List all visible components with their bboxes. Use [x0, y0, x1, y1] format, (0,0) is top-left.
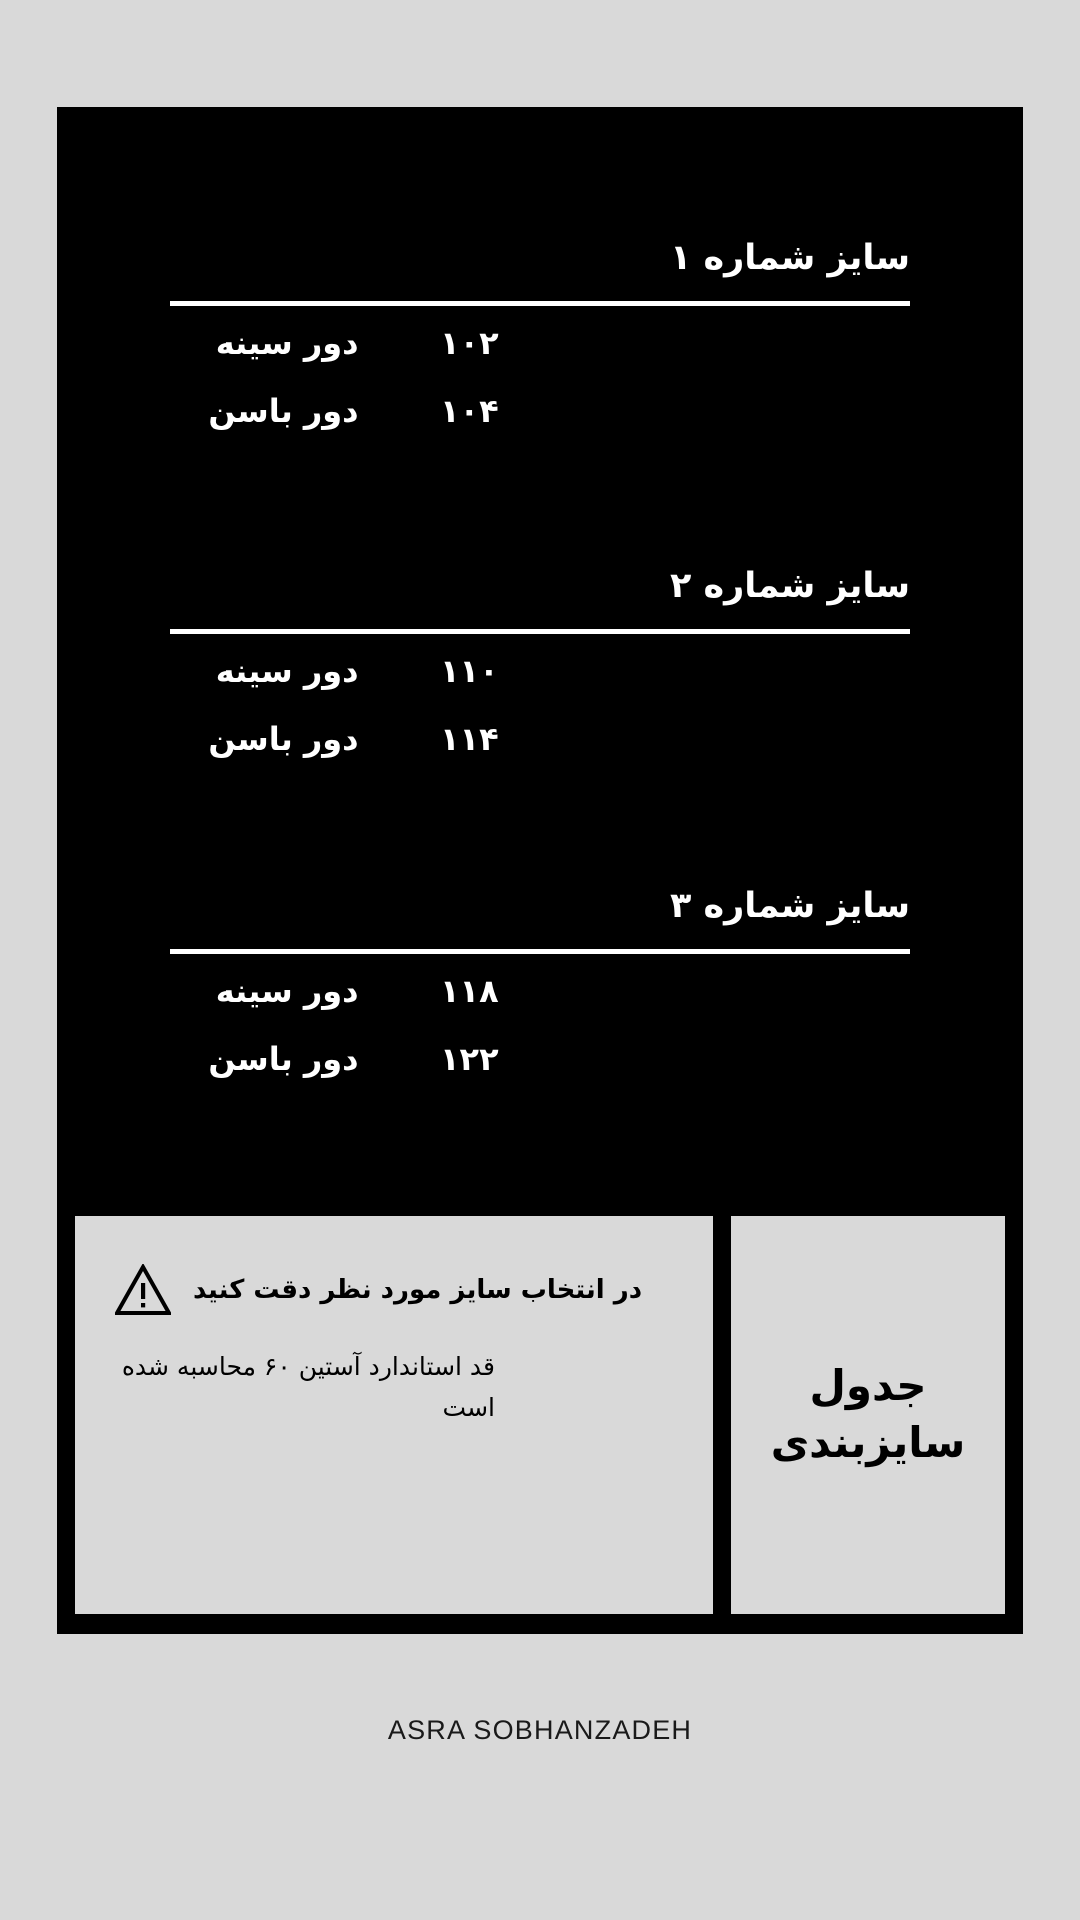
page-title — [771, 1358, 966, 1471]
row-value: ۱۱۰ — [440, 652, 499, 690]
size-group-1-rows — [170, 324, 910, 460]
size-group-2-title: سایز شماره ۲ — [669, 566, 910, 606]
table-row — [170, 972, 910, 1040]
divider — [170, 629, 910, 634]
table-row — [170, 652, 910, 720]
note-body: قد استاندارد آستین ۶۰ محاسبه شده است — [121, 1352, 495, 1423]
divider — [170, 949, 910, 954]
table-row — [170, 324, 910, 392]
warning-triangle-icon — [115, 1264, 171, 1316]
row-label: دور باسن — [208, 1040, 359, 1078]
row-value: ۱۱۸ — [440, 972, 499, 1010]
note-headline: در انتخاب سایز مورد نظر دقت کنید — [193, 1275, 643, 1305]
note-headline-row — [115, 1264, 673, 1316]
table-row — [170, 1040, 910, 1108]
page-title-line1: جدول — [809, 1361, 927, 1411]
size-group-2 — [170, 565, 910, 788]
divider — [170, 301, 910, 306]
size-group-3-title: سایز شماره ۳ — [669, 886, 910, 926]
table-row — [170, 392, 910, 460]
note-panel — [75, 1216, 713, 1614]
brand-footer: ASRA SOBHANZADEH — [387, 1715, 693, 1745]
bottom-panels — [75, 1216, 1005, 1614]
size-group-3-rows — [170, 972, 910, 1108]
page-title-line2: سایزبندی — [770, 1418, 966, 1467]
row-label: دور باسن — [208, 392, 359, 430]
size-group-1 — [170, 237, 910, 460]
chart-title-panel — [731, 1216, 1005, 1614]
size-group-2-rows — [170, 652, 910, 788]
row-value: ۱۲۲ — [440, 1040, 499, 1078]
size-group-1-title: سایز شماره ۱ — [669, 238, 910, 278]
size-group-3 — [170, 885, 910, 1108]
row-value: ۱۰۴ — [440, 392, 499, 430]
row-value: ۱۱۴ — [440, 720, 499, 758]
row-label: دور باسن — [208, 720, 359, 758]
row-label: دور سینه — [215, 652, 359, 690]
row-label: دور سینه — [215, 972, 359, 1010]
table-row — [170, 720, 910, 788]
row-value: ۱۰۲ — [440, 324, 499, 362]
row-label: دور سینه — [215, 324, 359, 362]
size-chart-card — [57, 107, 1023, 1634]
size-table — [57, 107, 1023, 1197]
